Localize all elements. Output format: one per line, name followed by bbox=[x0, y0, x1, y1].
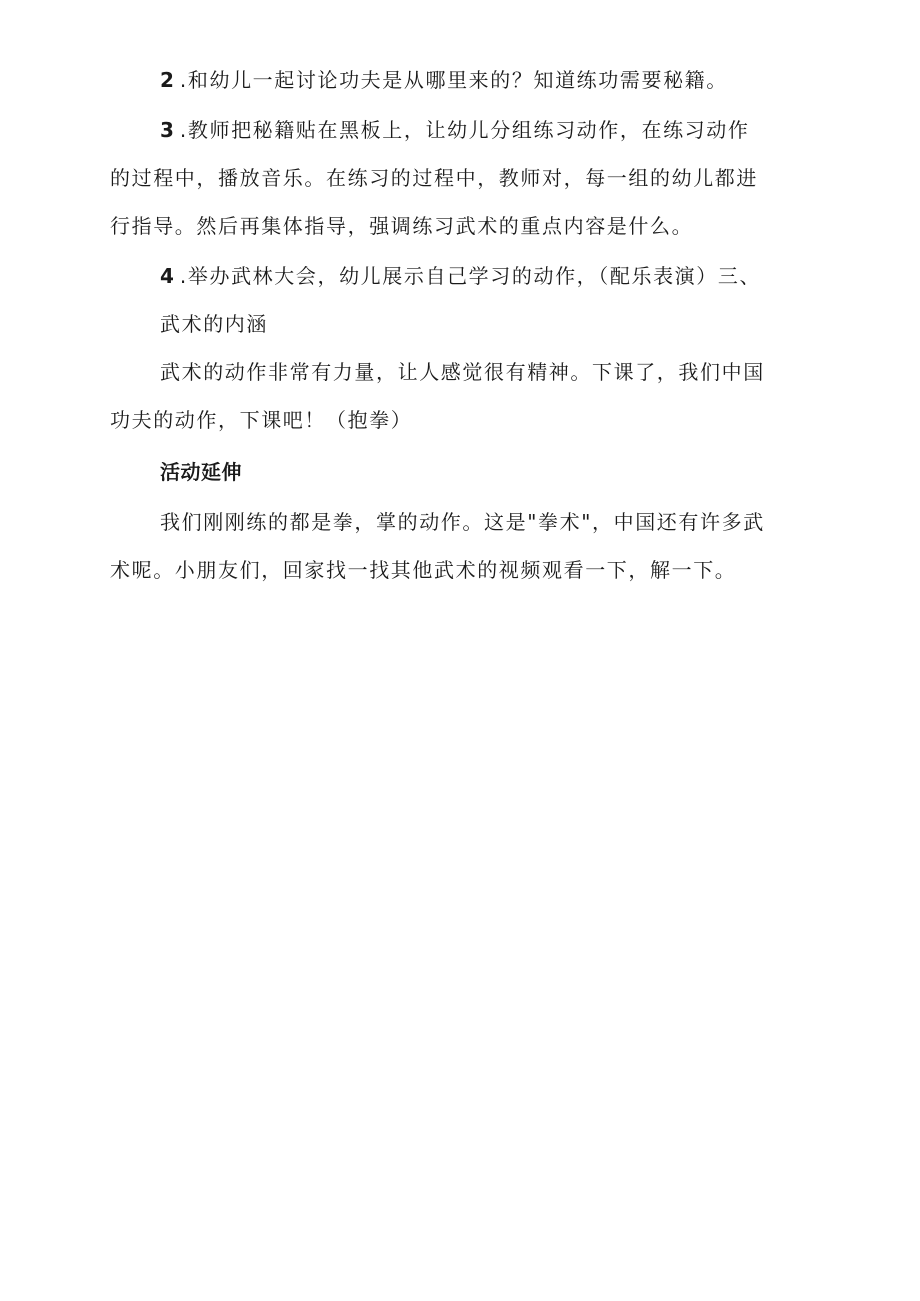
item-3-text-1: .教师把秘籍贴在黑板上，让幼儿分组练习动作，在练习动作 bbox=[179, 118, 750, 142]
item-3-number: 3 bbox=[160, 118, 174, 142]
item-4-number: 4 bbox=[160, 264, 174, 288]
item-3-line-3: 行指导。然后再集体指导，强调练习武术的重点内容是什么。 bbox=[110, 214, 694, 238]
item-4-line-2: 武术的内涵 bbox=[160, 312, 268, 336]
extension-paragraph-line-2: 术呢。小朋友们，回家找一找其他武术的视频观看一下，解一下。 bbox=[110, 558, 737, 582]
power-paragraph-line-2: 功夫的动作，下课吧！（抱拳） bbox=[110, 408, 413, 432]
extension-heading: 活动延伸 bbox=[160, 460, 242, 484]
item-4-line-1 bbox=[160, 262, 761, 290]
item-2-line bbox=[160, 66, 728, 94]
item-3-line-2: 的过程中，播放音乐。在练习的过程中，教师对，每一组的幼儿都进 bbox=[110, 166, 758, 190]
item-2-text: .和幼儿一起讨论功夫是从哪里来的？知道练功需要秘籍。 bbox=[179, 68, 728, 92]
item-2-number: 2 bbox=[160, 68, 174, 92]
item-3-line-1 bbox=[160, 116, 749, 144]
power-paragraph-line-1: 武术的动作非常有力量，让人感觉很有精神。下课了，我们中国 bbox=[160, 360, 765, 384]
item-4-text-1: .举办武林大会，幼儿展示自己学习的动作，（配乐表演）三、 bbox=[179, 264, 762, 288]
extension-paragraph-line-1: 我们刚刚练的都是拳，掌的动作。这是"拳术"，中国还有许多武 bbox=[160, 510, 765, 534]
